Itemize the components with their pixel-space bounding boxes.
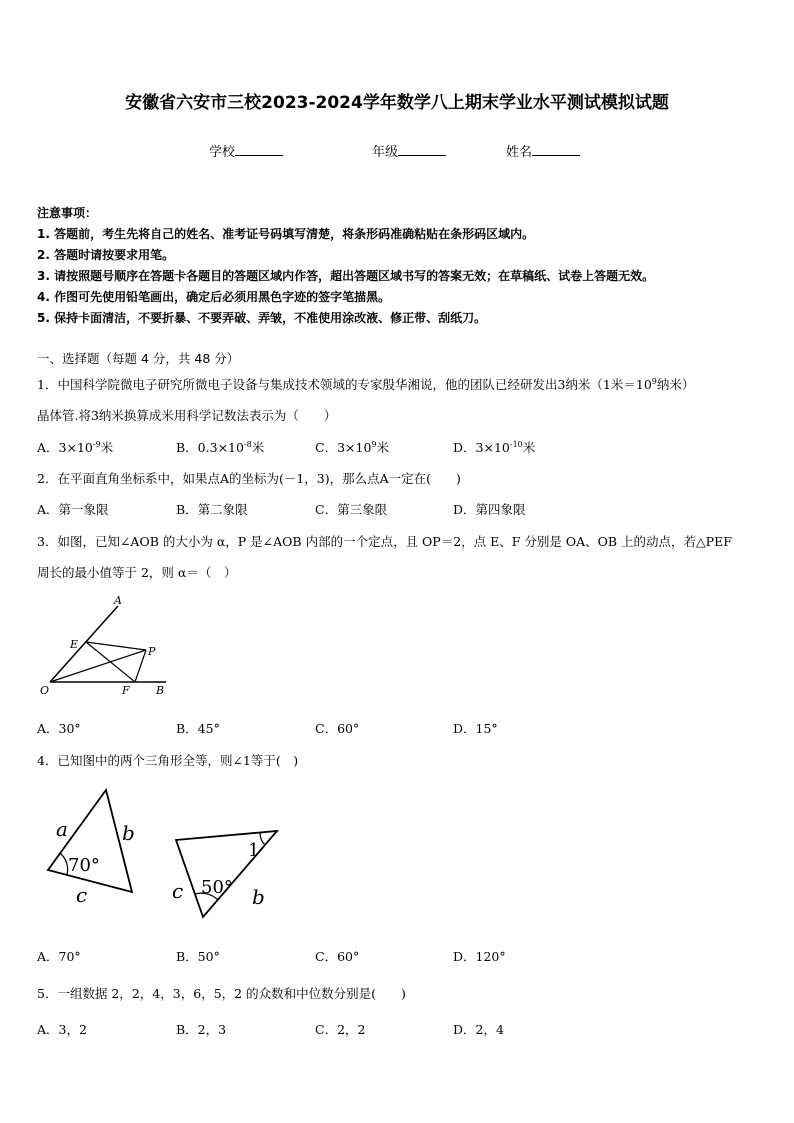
q3-option-b: B．45° bbox=[176, 721, 220, 736]
q3-option-c: C．60° bbox=[315, 721, 360, 736]
q4-option-b: B．50° bbox=[176, 949, 220, 964]
q4-option-c: C．60° bbox=[315, 949, 360, 964]
q4-option-d: D．120° bbox=[453, 949, 506, 964]
label-b: B bbox=[156, 684, 165, 697]
school-blank bbox=[235, 143, 283, 156]
q5-option-b: B．2，3 bbox=[176, 1022, 227, 1037]
section-heading: 一、选择题（每题 4 分，共 48 分） bbox=[37, 351, 240, 366]
label-70: 70° bbox=[68, 855, 100, 876]
q4-figure bbox=[36, 780, 296, 925]
q1-text-line1: 1．中国科学院微电子研究所微电子设备与集成技术领域的专家殷华湘说，他的团队已经研发出3纳米（1米$=10^9$纳米） bbox=[37, 377, 695, 392]
arc-1 bbox=[260, 832, 265, 845]
label-1: 1 bbox=[248, 840, 260, 861]
q3-text-line1: 3．如图，已知∠AOB 的大小为 α，P 是∠AOB 内部的一个定点，且 OP＝2，点 E、F 分别是 OA、OB 上的动点，若△PEF bbox=[37, 534, 732, 549]
grade-label: 年级 bbox=[372, 145, 399, 160]
name-label: 姓名 bbox=[506, 145, 533, 160]
notice-item-5: 5. 保持卡面清洁，不要折暴、不要弄破、弄皱，不准使用涂改液、修正带、刮纸刀。 bbox=[37, 311, 487, 325]
q3-option-d: D．15° bbox=[453, 721, 498, 736]
school-label: 学校 bbox=[209, 145, 236, 160]
label-o: O bbox=[40, 684, 50, 697]
page-title: 安徽省六安市三校2023-2024学年数学八上期末学业水平测试模拟试题 bbox=[125, 93, 669, 113]
q5-option-d: D．2，4 bbox=[453, 1022, 504, 1037]
notice-item-2: 2. 答题时请按要求用笔。 bbox=[37, 248, 175, 262]
q5-option-c: C．2，2 bbox=[315, 1022, 366, 1037]
school-field bbox=[209, 141, 283, 160]
q3-figure bbox=[36, 592, 176, 702]
notice-item-1: 1. 答题前，考生先将自己的姓名、准考证号码填写清楚，将条形码准确粘贴在条形码区域内。 bbox=[37, 227, 535, 241]
q3-text-line2: 周长的最小值等于 2，则 α＝（ ） bbox=[37, 565, 237, 580]
triangle-left bbox=[48, 790, 132, 892]
arc-70 bbox=[60, 853, 68, 875]
q4-text: 4．已知图中的两个三角形全等，则∠1等于( ) bbox=[37, 753, 299, 768]
label-c-right: c bbox=[172, 879, 184, 903]
q1-option-b: B．$0.3\times 10^{-8}$米 bbox=[176, 440, 265, 455]
label-50: 50° bbox=[201, 877, 233, 898]
q2-option-a: A．第一象限 bbox=[37, 502, 109, 517]
notice-heading: 注意事项： bbox=[37, 206, 98, 220]
grade-field bbox=[372, 141, 446, 160]
q5-option-a: A．3，2 bbox=[37, 1022, 87, 1037]
q1-option-c: C．$3\times 10^9$米 bbox=[315, 440, 390, 455]
q2-option-c: C．第三象限 bbox=[315, 502, 388, 517]
name-field bbox=[506, 141, 580, 160]
notice-item-4: 4. 作图可先使用铅笔画出，确定后必须用黑色字迹的签字笔描黑。 bbox=[37, 290, 391, 304]
label-b-right: b bbox=[252, 885, 265, 909]
q1-option-a: A．$3\times 10^{-9}$米 bbox=[37, 440, 114, 455]
q1-text-line2: 晶体管.将3纳米换算成米用科学记数法表示为（ ） bbox=[37, 408, 337, 423]
label-a: a bbox=[56, 817, 68, 841]
grade-blank bbox=[398, 143, 446, 156]
q1-option-d: D．$3\times 10^{-10}$米 bbox=[453, 440, 536, 455]
q2-text: 2．在平面直角坐标系中，如果点A的坐标为(－1，3)，那么点A一定在( ) bbox=[37, 471, 461, 486]
name-blank bbox=[532, 143, 580, 156]
q2-option-b: B．第二象限 bbox=[176, 502, 248, 517]
label-e: E bbox=[70, 638, 79, 651]
q2-option-d: D．第四象限 bbox=[453, 502, 526, 517]
label-b-left: b bbox=[122, 821, 135, 845]
label-f: F bbox=[122, 684, 130, 697]
label-p: P bbox=[148, 645, 156, 658]
notice-item-3: 3. 请按照题号顺序在答题卡各题目的答题区域内作答，超出答题区域书写的答案无效；在草稿纸、试卷上答题无效。 bbox=[37, 269, 655, 283]
q4-option-a: A．70° bbox=[37, 949, 81, 964]
q5-text: 5．一组数据 2，2，4，3，6，5，2 的众数和中位数分别是( ) bbox=[37, 986, 406, 1001]
label-a: A bbox=[114, 594, 122, 607]
q3-option-a: A．30° bbox=[37, 721, 81, 736]
segment-pf bbox=[135, 650, 146, 682]
label-c-left: c bbox=[76, 883, 88, 907]
